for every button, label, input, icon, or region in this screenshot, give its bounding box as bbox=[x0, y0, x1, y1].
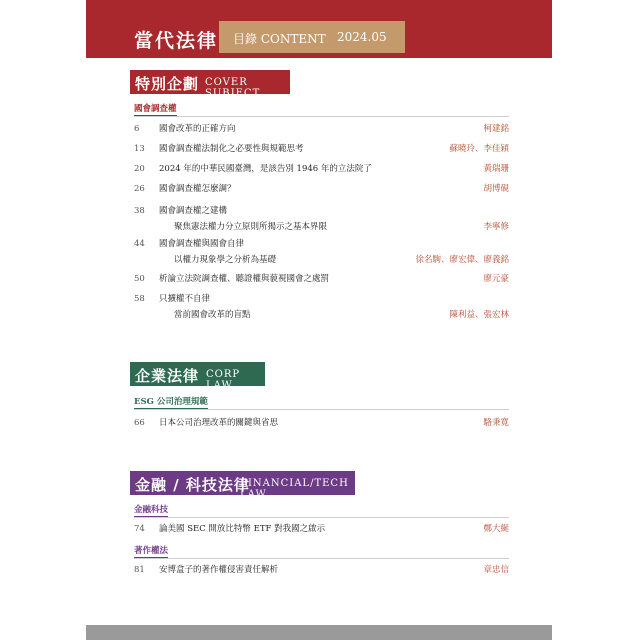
article-title: 2024 年的中華民國臺灣，是該告別 1946 年的立法院了 bbox=[159, 164, 372, 174]
article-title: 國會調查權怎麼調？ bbox=[159, 184, 236, 194]
section-title-zh: 企業法律 bbox=[135, 367, 200, 385]
article-author: 胡博硯 bbox=[483, 184, 509, 194]
page-number: 66 bbox=[134, 418, 145, 428]
page-number: 38 bbox=[134, 206, 145, 216]
toc-page bbox=[86, 0, 552, 640]
category-label: ESG 公司治理規範 bbox=[134, 397, 208, 407]
article-subtitle: 聚焦憲法權力分立原則所揭示之基本界限 bbox=[174, 222, 328, 232]
section-title-zh: 金融 / 科技法律 bbox=[135, 476, 250, 494]
article-author: 柯建銘 bbox=[483, 124, 509, 134]
section-title-zh: 特別企劃 bbox=[135, 75, 200, 93]
article-author: 李寧修 bbox=[483, 222, 509, 232]
article-author: 陳利益、張宏林 bbox=[449, 310, 509, 320]
footer-bar bbox=[86, 625, 552, 640]
page-number: 13 bbox=[134, 144, 145, 154]
category-label: 金融科技 bbox=[134, 505, 169, 515]
article-author: 徐名駒、廖宏偉、廖義銘 bbox=[415, 255, 509, 265]
magazine-masthead: 當代法律 bbox=[134, 30, 219, 52]
article-title: 國會改革的正確方向 bbox=[159, 124, 236, 134]
article-title: 安博盒子的著作權侵害責任解析 bbox=[159, 565, 279, 575]
article-title: 國會調查權之建構 bbox=[159, 206, 228, 216]
header-band bbox=[86, 0, 552, 58]
section-corp-law bbox=[130, 362, 265, 391]
page-number: 26 bbox=[134, 184, 145, 194]
article-author: 廖元豪 bbox=[483, 274, 509, 284]
page-number: 20 bbox=[134, 164, 145, 174]
page-number: 6 bbox=[134, 124, 140, 134]
divider bbox=[134, 116, 509, 117]
page-number: 58 bbox=[134, 294, 145, 304]
issue-date: 2024.05 bbox=[337, 30, 387, 44]
article-subtitle: 當前國會改革的盲點 bbox=[174, 310, 251, 320]
section-cover-subject bbox=[130, 70, 290, 99]
article-author: 黃瑞珊 bbox=[483, 164, 509, 174]
divider bbox=[134, 558, 509, 559]
article-subtitle: 以權力現象學之分析為基礎 bbox=[174, 255, 277, 265]
article-title: 國會調查權法制化之必要性與規範思考 bbox=[159, 144, 304, 154]
category-label: 國會調查權 bbox=[134, 104, 177, 114]
article-author: 駱秉寬 bbox=[483, 418, 509, 428]
page-number: 81 bbox=[134, 565, 145, 575]
article-title: 只擴權不自律 bbox=[159, 294, 211, 304]
page-number: 50 bbox=[134, 274, 145, 284]
article-author: 鄭大綖 bbox=[483, 524, 509, 534]
divider bbox=[134, 409, 509, 410]
section-financial-tech-law bbox=[130, 471, 355, 500]
article-author: 章忠信 bbox=[483, 565, 509, 575]
section-title-en: FINANCIAL/TECH LAW bbox=[240, 478, 349, 500]
article-author: 蘇曉玲、李佳穎 bbox=[449, 144, 509, 154]
page-number: 44 bbox=[134, 239, 145, 249]
contents-label: 目錄 CONTENT bbox=[233, 32, 326, 46]
section-title-en: CORP LAW bbox=[206, 369, 241, 391]
divider bbox=[134, 517, 509, 518]
category-label: 著作權法 bbox=[134, 546, 169, 556]
article-title: 析論立法院調查權、聽證權與藐視國會之處罰 bbox=[159, 274, 330, 284]
section-title-en: COVER SUBJECT bbox=[205, 77, 261, 99]
article-title: 論美國 SEC 開放比特幣 ETF 對我國之啟示 bbox=[159, 524, 326, 534]
page-number: 74 bbox=[134, 524, 145, 534]
article-title: 日本公司治理改革的關鍵與省思 bbox=[159, 418, 279, 428]
contents-tab bbox=[219, 21, 405, 53]
article-title: 國會調查權與國會自律 bbox=[159, 239, 245, 249]
